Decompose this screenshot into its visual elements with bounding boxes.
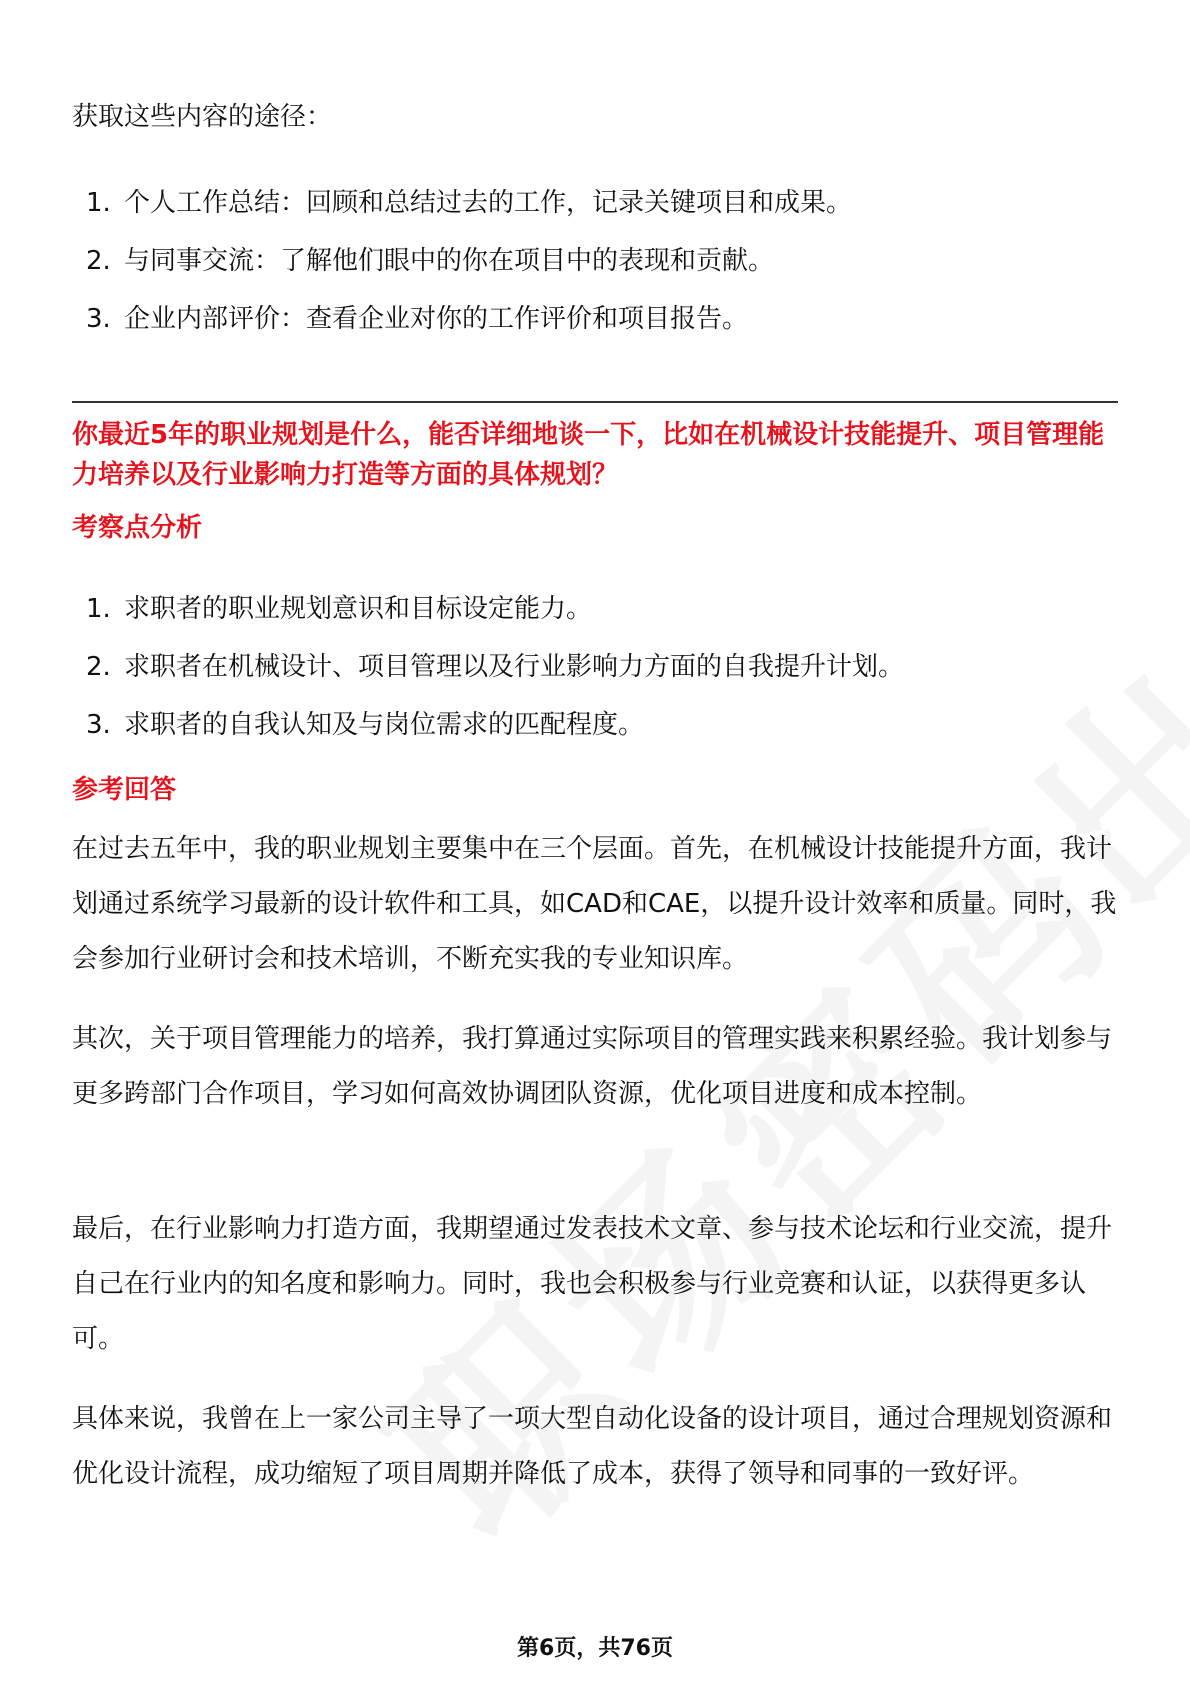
list-text: 企业内部评价：查看企业对你的工作评价和项目报告。 [124,304,749,334]
answer-paragraph: 在过去五年中，我的职业规划主要集中在三个层面。首先，在机械设计技能提升方面，我计划通过系统学习最新的设计软件和工具，如CAD和CAE，以提升设计效率和质量。同时，我会参加行业研讨会和技术培训，不断充实我的专业知识库。 [72,834,1117,974]
answer-paragraph: 其次，关于项目管理能力的培养，我打算通过实际项目的管理实践来积累经验。我计划参与更多跨部门合作项目，学习如何高效协调团队资源，优化项目进度和成本控制。 [72,1024,1113,1109]
list-item [72,174,1118,232]
list-item [72,696,1118,754]
list-number: 3. [86,304,111,334]
list-text: 求职者的自我认知及与岗位需求的匹配程度。 [124,710,645,740]
list-text: 求职者在机械设计、项目管理以及行业影响力方面的自我提升计划。 [124,652,905,682]
page-number: 第6页，共76页 [517,1636,673,1661]
list-text: 个人工作总结：回顾和总结过去的工作，记录关键项目和成果。 [124,188,853,218]
list-text: 求职者的职业规划意识和目标设定能力。 [124,594,593,624]
section-divider [72,401,1118,403]
answer-paragraph: 具体来说，我曾在上一家公司主导了一项大型自动化设备的设计项目，通过合理规划资源和优化设计流程，成功缩短了项目周期并降低了成本，获得了领导和同事的一致好评。 [72,1404,1113,1489]
list-item [72,232,1118,290]
list-item [72,290,1118,348]
list-item [72,638,1118,696]
question-title: 你最近5年的职业规划是什么，能否详细地谈一下，比如在机械设计技能提升、项目管理能力培养以及行业影响力打造等方面的具体规划？ [72,420,1105,490]
list-number: 2. [86,246,111,276]
answer-paragraph: 最后，在行业影响力打造方面，我期望通过发表技术文章、参与技术论坛和行业交流，提升自己在行业内的知名度和影响力。同时，我也会积极参与行业竞赛和认证，以获得更多认可。 [72,1214,1113,1354]
list-item [72,580,1118,638]
list-number: 2. [86,652,111,682]
answer-heading: 参考回答 [72,775,177,805]
list-number: 1. [86,188,111,218]
sources-list [72,174,1118,348]
list-text: 与同事交流：了解他们眼中的你在项目中的表现和贡献。 [124,246,775,276]
analysis-heading: 考察点分析 [72,513,203,543]
intro-text: 获取这些内容的途径： [72,102,333,132]
list-number: 3. [86,710,111,740]
analysis-list [72,580,1118,754]
list-number: 1. [86,594,111,624]
